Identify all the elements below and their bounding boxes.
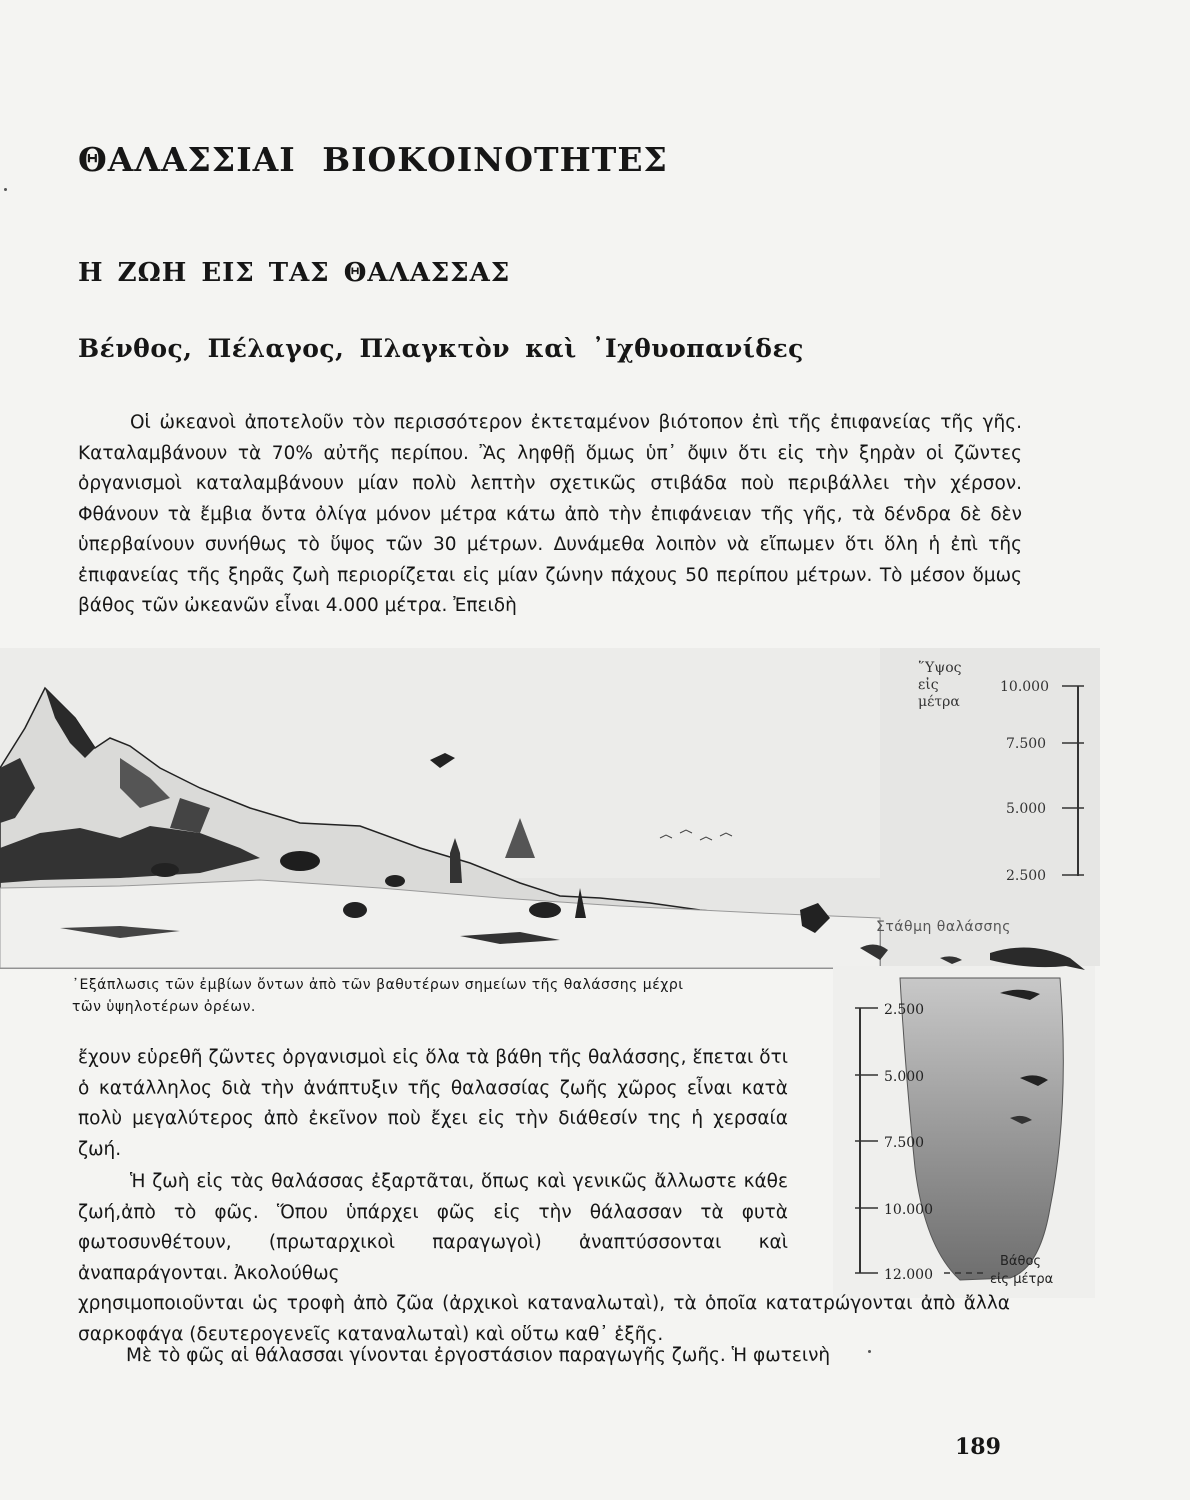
- page-number: 189: [955, 1434, 1001, 1460]
- paragraph-factory: Μὲ τὸ φῶς αἱ θάλασσαι γίνονται ἐργοστάσιον παραγωγῆς ζωῆς. Ἡ φωτεινὴ: [126, 1345, 831, 1366]
- height-tick: 7.500: [1006, 736, 1047, 752]
- paragraph-intro: Οἱ ὠκεανοὶ ἀποτελοῦν τὸν περισσότερον ἐκτεταμένον βιότοπον ἐπὶ τῆς ἐπιφανείας τῆς γῆς. Καταλαμβάνουν τὰ 70% αὐτῆς περίπου. Ἂς ληφθῇ ὅμως ὑπ᾽ ὄψιν ὅτι εἰς τὴν ξηρὰν οἱ ζῶντες ὀργανισμοὶ καταλαμβάνουν μίαν πολὺ λεπτὴν σχετικῶς στιβάδα ποὺ περιβάλλει τὴν χέρσον. Φθάνουν τὰ ἔμβια ὄντα ὀλίγα μόνον μέτρα κάτω ἀπὸ τὴν ἐπιφάνειαν τῆς γῆς, τὰ δένδρα δὲ δὲν ὑπερβαίνουν συνήθως τὸ ὕψος τῶν 30 μέτρων. Δυνάμεθα λοιπὸν νὰ εἴπωμεν ὅτι ὅλη ἡ ἐπὶ τῆς ἐπιφανείας τῆς ξηρᾶς ζωὴ περιορίζεται εἰς μίαν ζώνην πάχους 50 περίπου μέτρων. Τὸ μέσον ὅμως βάθος τῶν ὠκεανῶν εἶναι 4.000 μέτρα. Ἐπειδὴ: [78, 412, 1022, 616]
- height-axis-label-line1: ῞Υψος: [918, 660, 962, 676]
- figure-caption: ᾿Εξάπλωσις τῶν ἐμβίων ὄντων ἀπὸ τῶν βαθυτέρων σημείων τῆς θαλάσσης μέχρι τῶν ὑψηλοτέρων ὀρέων.: [72, 977, 684, 1015]
- sea-level-text: Στάθμη θαλάσσης: [876, 919, 1011, 935]
- depth-tick: 7.500: [884, 1135, 925, 1151]
- height-axis-label-line3: μέτρα: [918, 694, 960, 710]
- paragraph-consumers: χρησιμοποιοῦνται ὡς τροφὴ ἀπὸ ζῶα (ἀρχικοὶ καταναλωταὶ), τὰ ὁποῖα κατατρώγονται ἀπὸ ἄλλα σαρκοφάγα (δευτερογενεῖς καταναλωταὶ) καὶ οὕτω καθ᾽ ἑξῆς.: [78, 1293, 1010, 1345]
- chapter-title: ΘΑΛΑΣΣΙΑΙ ΒΙΟΚΟΙΝΟΤΗΤΕΣ: [78, 140, 668, 179]
- height-tick: 2.500: [1006, 868, 1047, 884]
- paragraph-depths: ἔχουν εὑρεθῆ ζῶντες ὀργανισμοὶ εἰς ὅλα τὰ βάθη τῆς θαλάσσης, ἕπεται ὅτι ὁ κατάλληλος διὰ τὴν ἀνάπτυξιν τῆς θαλασσίας ζωῆς χῶρος εἶναι κατὰ πολὺ μεγαλύτερος ἀπὸ ἐκεῖνον ποὺ ἔχει εἰς τὴν διάθεσίν της ἡ χερσαία ζωή.: [78, 1047, 788, 1160]
- scan-speck: [4, 188, 7, 191]
- subsection-heading: Βένθος, Πέλαγος, Πλαγκτὸν καὶ ᾿Ιχθυοπανίδες: [78, 334, 804, 363]
- depth-tick: 2.500: [884, 1002, 925, 1018]
- depth-tick: 5.000: [884, 1069, 925, 1085]
- section-title: Η ΖΩΗ ΕΙΣ ΤΑΣ ΘΑΛΑΣΣΑΣ: [78, 258, 511, 288]
- depth-axis-label-line2: εἰς μέτρα: [990, 1272, 1054, 1287]
- scan-speck: [868, 1350, 871, 1353]
- depth-axis-label-line1: Βάθος: [1000, 1254, 1042, 1269]
- depth-tick: 12.000: [884, 1267, 933, 1283]
- paragraph-light: Ἡ ζωὴ εἰς τὰς θαλάσσας ἐξαρτᾶται, ὅπως καὶ γενικῶς ἄλλωστε κάθε ζωή,ἀπὸ τὸ φῶς. Ὅπου ὑπάρχει φῶς εἰς τὴν θάλασσαν τὰ φυτὰ φωτοσυνθέτουν, (πρωταρχικοὶ παραγωγοὶ) ἀναπτύσσονται καὶ ἀναπαράγονται. Ἀκολούθως: [78, 1171, 788, 1284]
- height-axis-label-line2: εἰς: [918, 677, 939, 693]
- height-tick: 10.000: [1000, 679, 1049, 695]
- height-tick: 5.000: [1006, 801, 1047, 817]
- depth-tick: 10.000: [884, 1202, 933, 1218]
- bear-silhouette: [280, 851, 320, 871]
